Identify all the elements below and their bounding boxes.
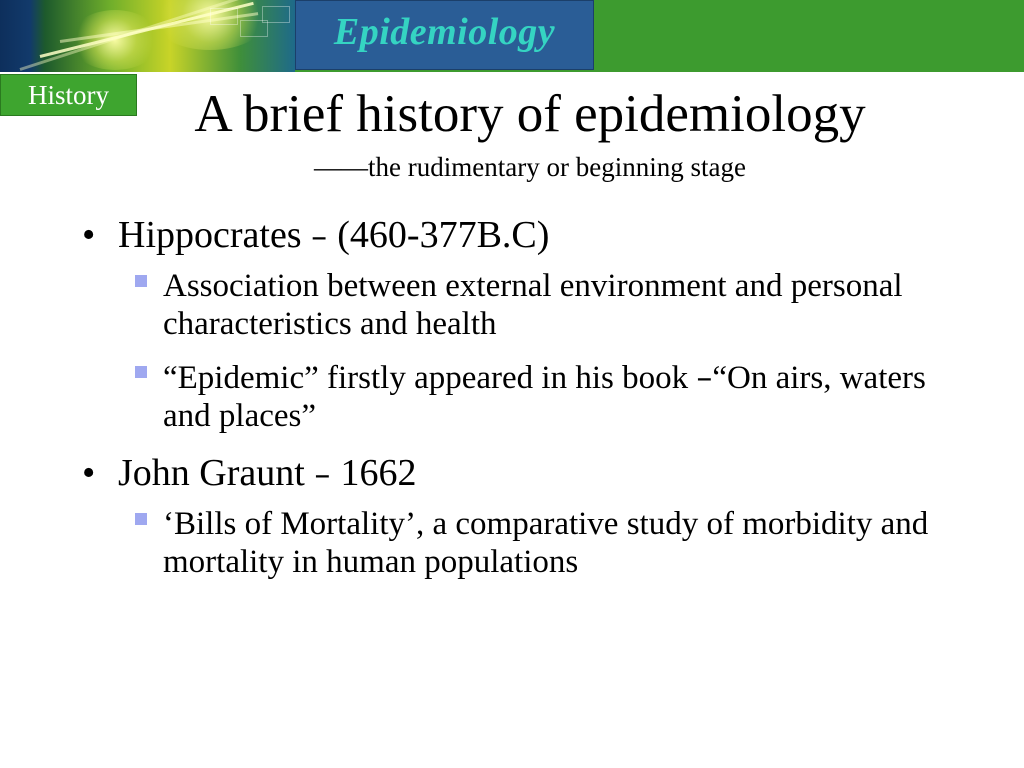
- bullet-name: John Graunt: [118, 452, 305, 494]
- bullet-detail: (460-377B.C): [337, 214, 550, 256]
- sub-bullet-item: [78, 267, 958, 343]
- bullet-item: • Hippocrates – (460-377B.C): [82, 214, 550, 256]
- bullet-group-hippocrates: [78, 212, 958, 435]
- bullet-detail: 1662: [340, 452, 417, 494]
- history-tag[interactable]: History: [0, 74, 137, 116]
- sub-bullet-text: ‘Bills of Mortality’, a comparative study of morbidity and mortality in human populations: [163, 506, 929, 580]
- sub-bullet-list: [78, 505, 958, 581]
- bullet-item: • John Graunt – 1662: [82, 452, 417, 494]
- subject-banner: [295, 0, 594, 70]
- sub-bullet-text: Association between external environment and personal characteristics and health: [163, 268, 903, 342]
- slide-subtitle: ——the rudimentary or beginning stage: [314, 152, 746, 182]
- bullet-dot-icon: •: [82, 452, 96, 494]
- subject-title: Epidemiology: [333, 11, 556, 53]
- bullet-group-graunt: [78, 450, 958, 581]
- slide-title: A brief history of epidemiology: [194, 85, 866, 143]
- square-bullet-icon: [135, 513, 147, 525]
- bullet-dot-icon: •: [82, 214, 96, 256]
- square-bullet-icon: [135, 275, 147, 287]
- sub-bullet-text: “Epidemic” firstly appeared in his book: [163, 360, 697, 396]
- sub-bullet-book-title: “On airs, waters and places”: [163, 360, 926, 434]
- sub-bullet-item: [78, 505, 958, 581]
- sub-bullet-item: “Epidemic” firstly appeared in his book –“On airs, waters and places”: [78, 358, 958, 435]
- bullet-name: Hippocrates: [118, 214, 302, 256]
- square-bullet-icon: [135, 366, 147, 378]
- header-banner-image: [0, 0, 295, 72]
- sub-bullet-list: [78, 267, 958, 435]
- bullet-list: [78, 212, 958, 596]
